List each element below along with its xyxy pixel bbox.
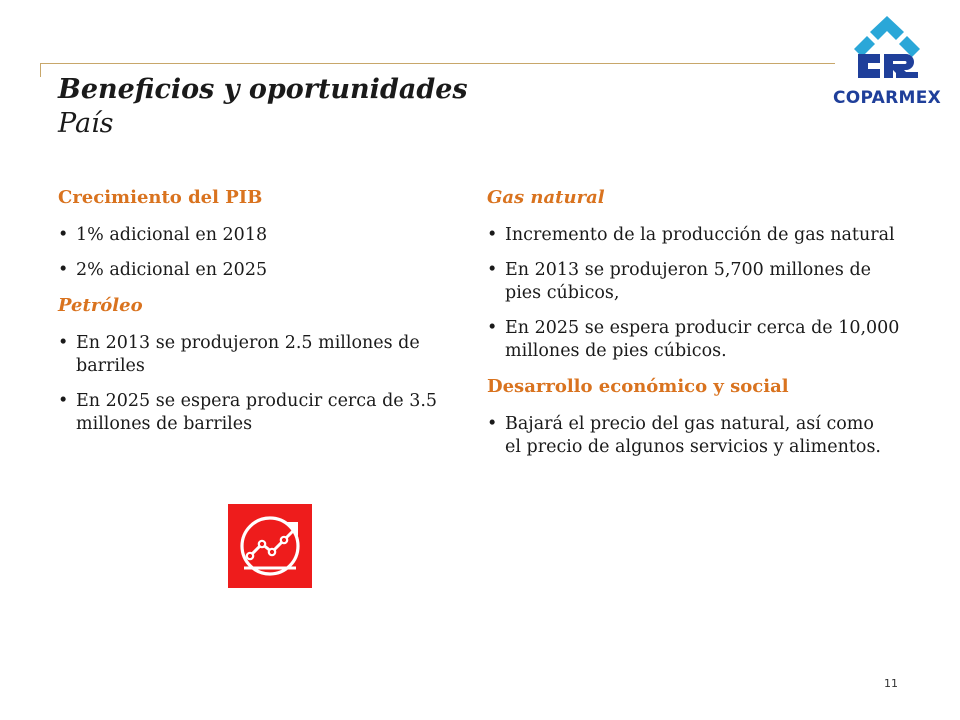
bullet-petroleo-2025: • En 2025 se espera producir cerca de 3.5 millones de barriles — [58, 390, 466, 436]
heading-gas-natural: Gas natural — [487, 187, 605, 208]
bullet-gas-incremento: • Incremento de la producción de gas natural — [487, 224, 900, 247]
left-column — [58, 186, 468, 448]
header-rule — [40, 63, 835, 64]
slide-subtitle: País — [58, 108, 114, 139]
slide-title: Beneficios y oportunidades — [58, 74, 468, 105]
bullet-pib-2025: • 2% adicional en 2025 — [58, 259, 468, 282]
heading-desarrollo: Desarrollo económico y social — [487, 376, 789, 397]
header-rule-corner — [40, 63, 41, 77]
bullet-pib-2018: • 1% adicional en 2018 — [58, 224, 468, 247]
bullet-gas-2013: • En 2013 se produjeron 5,700 millones de pies cúbicos, — [487, 259, 900, 305]
bullet-desarrollo-precio: • Bajará el precio del gas natural, así como el precio de algunos servicios y alimentos. — [487, 413, 890, 459]
bullet-gas-2025: • En 2025 se espera producir cerca de 10,000 millones de pies cúbicos. — [487, 317, 900, 363]
right-column — [487, 186, 907, 471]
bullet-petroleo-2013: • En 2013 se produjeron 2.5 millones de barriles — [58, 332, 466, 378]
coparmex-logo-icon — [832, 14, 942, 88]
page-number: 11 — [884, 677, 898, 690]
heading-pib: Crecimiento del PIB — [58, 187, 263, 208]
growth-chart-icon — [228, 504, 312, 588]
coparmex-logo — [832, 14, 942, 114]
heading-petroleo: Petróleo — [58, 295, 143, 316]
coparmex-logo-text: COPARMEX — [832, 88, 942, 108]
